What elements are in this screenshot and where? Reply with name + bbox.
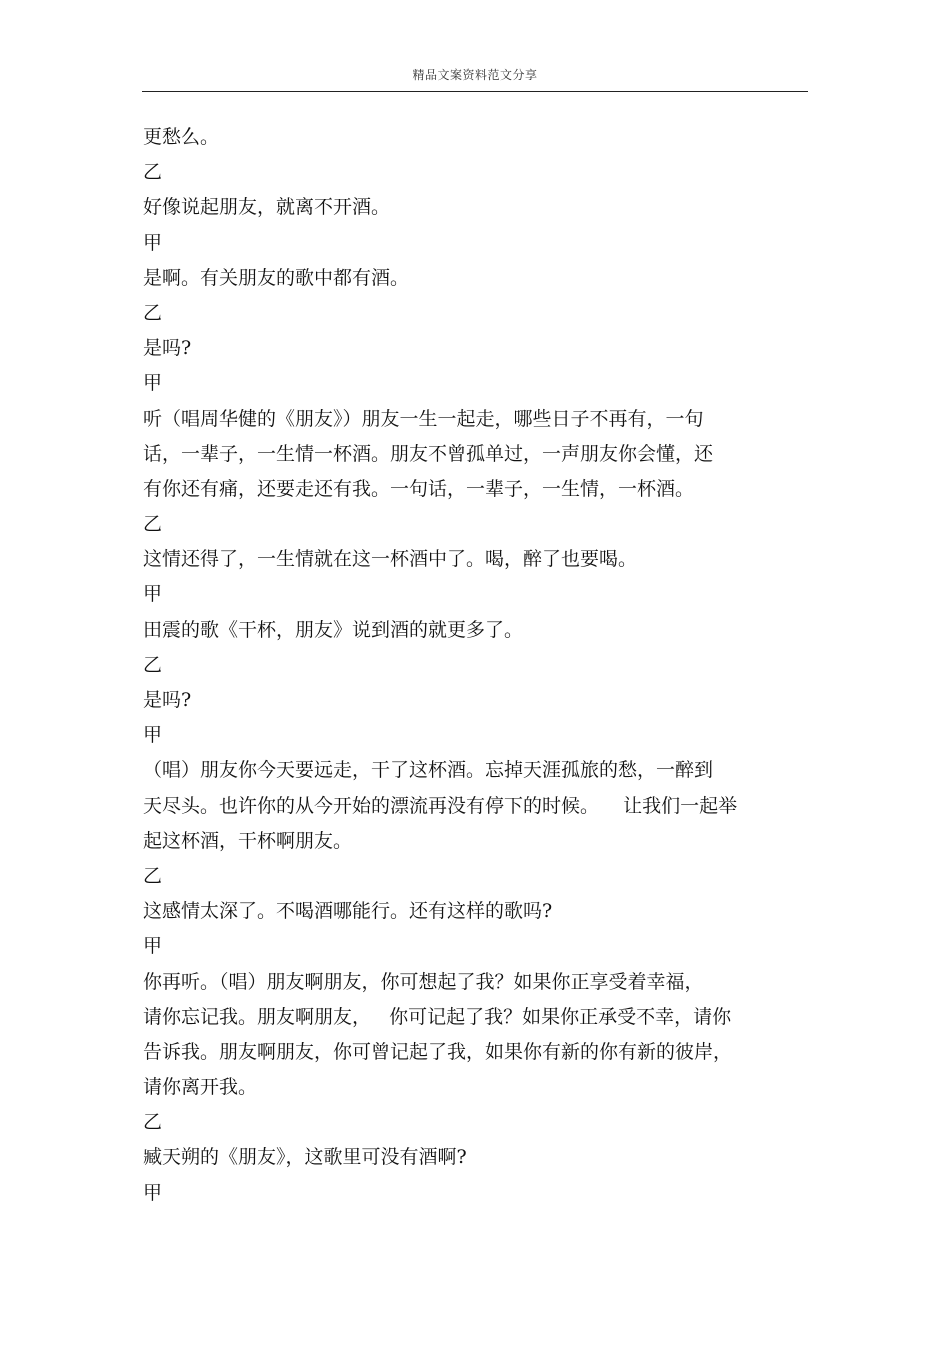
speaker-label: 乙 bbox=[143, 1111, 163, 1134]
speaker-label: 甲 bbox=[143, 724, 163, 747]
speaker-label: 甲 bbox=[143, 372, 163, 395]
text-line: 这情还得了，一生情就在这一杯酒中了。喝，醉了也要喝。 bbox=[143, 548, 638, 571]
speaker-label: 乙 bbox=[143, 161, 163, 184]
speaker-label: 乙 bbox=[143, 864, 163, 887]
text-line: 好像说起朋友，就离不开酒。 bbox=[143, 196, 391, 219]
text-line: 话，一辈子，一生情一杯酒。朋友不曾孤单过，一声朋友你会懂，还 bbox=[143, 442, 714, 465]
speaker-label: 乙 bbox=[143, 513, 163, 536]
text-line: 你再听。（唱）朋友啊朋友，你可想起了我？如果你正享受着幸福， bbox=[143, 970, 704, 993]
speaker-label: 甲 bbox=[143, 935, 163, 958]
speaker-label: 甲 bbox=[143, 583, 163, 606]
text-line: 臧天朔的《朋友》，这歌里可没有酒啊? bbox=[143, 1146, 467, 1169]
text-line: （唱）朋友你今天要远走，干了这杯酒。忘掉天涯孤旅的愁，一醉到 bbox=[143, 759, 714, 782]
text-line: 有你还有痛，还要走还有我。一句话，一辈子，一生情，一杯酒。 bbox=[143, 477, 695, 500]
speaker-label: 甲 bbox=[143, 1181, 163, 1204]
text-line: 起这杯酒，干杯啊朋友。 bbox=[143, 829, 353, 852]
text-line: 请你离开我。 bbox=[143, 1076, 258, 1099]
speaker-label: 甲 bbox=[143, 231, 163, 254]
text-line: 是吗? bbox=[143, 337, 192, 360]
text-line: 是啊。有关朋友的歌中都有酒。 bbox=[143, 266, 410, 289]
text-line: 这感情太深了。不喝酒哪能行。还有这样的歌吗? bbox=[143, 900, 553, 923]
text-line: 天尽头。也许你的从今开始的漂流再没有停下的时候。 让我们一起举 bbox=[143, 794, 738, 817]
page-header: 精品文案资料范文分享 bbox=[412, 68, 538, 82]
text-line: 更愁么。 bbox=[143, 126, 220, 148]
header-divider bbox=[142, 91, 808, 92]
document-body bbox=[143, 120, 807, 1211]
speaker-label: 乙 bbox=[143, 301, 163, 324]
text-line: 听（唱周华健的《朋友》）朋友一生一起走，哪些日子不再有，一句 bbox=[143, 407, 704, 430]
speaker-label: 乙 bbox=[143, 653, 163, 676]
text-line: 是吗? bbox=[143, 689, 192, 711]
text-line: 田震的歌《干杯，朋友》说到酒的就更多了。 bbox=[143, 618, 524, 641]
text-line: 告诉我。朋友啊朋友，你可曾记起了我，如果你有新的你有新的彼岸， bbox=[143, 1040, 733, 1063]
text-line: 请你忘记我。朋友啊朋友， 你可记起了我？如果你正承受不幸，请你 bbox=[143, 1005, 732, 1028]
